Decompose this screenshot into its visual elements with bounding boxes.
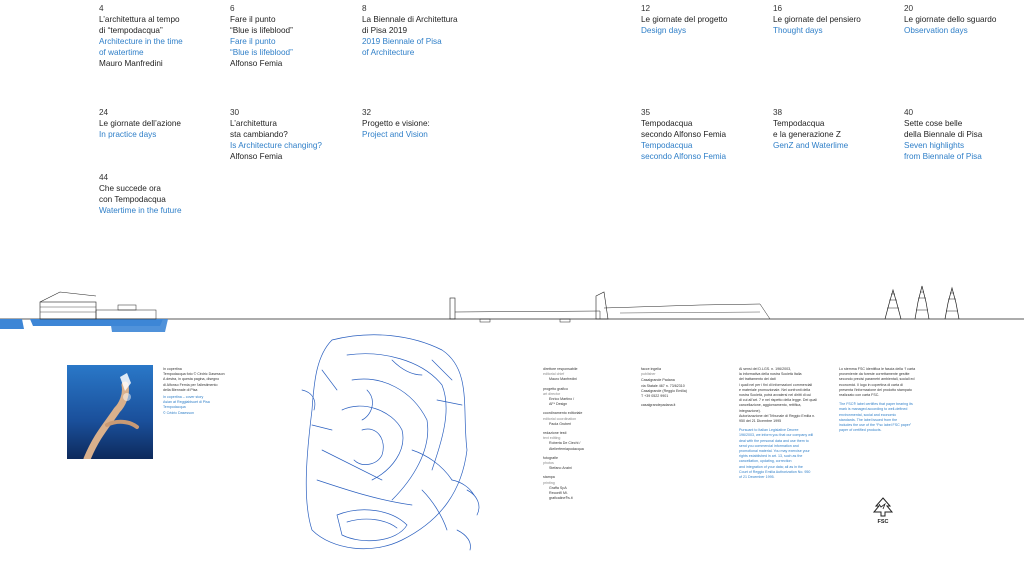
caption-line: della Biennale di Pisa [163, 387, 198, 392]
legal-line: 950 del 21 Dicembre 1995 [739, 419, 782, 424]
credit-role-en: printing [543, 480, 555, 485]
credit-name: AF* Design [549, 402, 568, 407]
toc-item[interactable] [773, 3, 898, 36]
toc-page-number: 20 [904, 4, 914, 13]
toc-author: Alfonso Femia [230, 59, 283, 68]
credit-name: graficaline®s.it [549, 496, 573, 501]
legal-line: la informativa della nostra Società Italia [739, 372, 802, 377]
fsc-notice [839, 367, 931, 433]
fsc-line-en: paper of certified products. [839, 428, 882, 433]
publisher-line: Casalgrande (Reggio Emilia) [641, 388, 687, 393]
toc-title-it: Tempodacqua [773, 119, 825, 128]
toc-item[interactable] [99, 172, 224, 216]
legal-line: nostra Società, potrà avvalersi nel diritti di cui [739, 393, 812, 398]
toc-title-it: Tempodacqua [641, 119, 693, 128]
credit-role: stampa [543, 475, 555, 480]
toc-title-it: della Biennale di Pisa [904, 130, 983, 139]
toc-title-en: Watertime in the future [99, 206, 182, 215]
toc-title-it: di Pisa 2019 [362, 26, 408, 35]
skyline-section-drawing [0, 278, 1024, 338]
legal-line: Autorizzazione del Tribunale di Reggio Emilia n. [739, 413, 816, 418]
fsc-label: FSC [877, 519, 889, 524]
toc-author: Mauro Manfredini [99, 59, 163, 68]
fsc-line-en: mark is managed according to well-defined [839, 407, 908, 412]
toc-title-it: La Biennale di Architettura [362, 15, 458, 24]
toc-title-en: Seven highlights [904, 141, 965, 150]
toc-title-en: “Blue is lifeblood” [230, 48, 293, 57]
toc-item[interactable] [641, 107, 766, 162]
toc-title-en: secondo Alfonso Femia [641, 152, 727, 161]
credit-name: Stefano Anzini [549, 466, 572, 471]
fsc-line: economici. Il logo in copertina di carta di [839, 382, 903, 387]
credit-role: redazione testi [543, 431, 567, 436]
credit-block [543, 367, 623, 383]
legal-line: i quali nel per i fini di informazioni commerciali [739, 382, 813, 387]
legal-line-en: of 21 December 1995. [739, 475, 775, 480]
credit-role-en: text editing [543, 436, 561, 441]
caption-line: A destra, in questa pagina, disegno [163, 377, 220, 382]
toc-title-en: Observation days [904, 26, 968, 35]
fsc-logo-icon [870, 496, 896, 524]
credit-name: Enrico Martino / [549, 397, 575, 402]
toc-page-number: 4 [99, 4, 104, 13]
legal-line-en: Court of Reggio Emilia Authorization No. 950 [739, 469, 811, 474]
toc-title-en: 2019 Biennale of Pisa [362, 37, 442, 46]
toc-title-en: In practice days [99, 130, 157, 139]
toc-title-it: Le giornate dell’azione [99, 119, 181, 128]
caption-line: di Alfonso Femia per l’allestimento [163, 382, 218, 387]
toc-title-en: of Architecture [362, 48, 415, 57]
fsc-line: proveniente da foreste correttamente gestite [839, 372, 910, 377]
toc-author: Alfonso Femia [230, 152, 283, 161]
legal-line: del trattamento dei dati [739, 377, 776, 382]
toc-item[interactable] [230, 107, 355, 162]
toc-item[interactable] [904, 107, 1024, 162]
fsc-line-en: includes the use of the “Fsc label FSC paper” [839, 423, 912, 428]
toc-page-number: 40 [904, 108, 914, 117]
credit-role: direttore responsabile [543, 367, 578, 371]
toc-page-number: 38 [773, 108, 783, 117]
toc-title-en: Fare il punto [230, 37, 276, 46]
toc-title-it: L’architettura al tempo [99, 15, 180, 24]
credit-block [543, 387, 623, 408]
publisher-column: facce ingelia publisher Casalgrande Padana via Statale 467 n. 73/62310 Casalgrande (Reggio Emilia) T +39 0522 9901 casalgrandepadana.it [641, 367, 721, 408]
toc-page-number: 24 [99, 108, 109, 117]
legal-line: di cui all’art. 7 e nel rispetto della legge. Dei quali [739, 398, 817, 403]
credits-column [543, 367, 623, 505]
credit-role-en: editorial coordination [543, 416, 577, 421]
credit-role: fotografie [543, 455, 558, 460]
toc-title-it: Le giornate dello sguardo [904, 15, 997, 24]
caption-line: In copertina [163, 367, 182, 371]
fsc-line: secondo precisi parametri ambientali, sociali ed [839, 377, 915, 382]
toc-title-it: con Tempodacqua [99, 195, 166, 204]
credit-name: Paola Gruberi [549, 421, 572, 426]
fsc-line: Lo stemma FSC identifica le fascia della ‘l’ carta [839, 367, 916, 371]
cover-caption [163, 367, 253, 416]
toc-page-number: 8 [362, 4, 367, 13]
credit-role-en: photos [543, 461, 554, 466]
credit-role-en: editorial chief [543, 372, 565, 377]
caption-line-en: Tempodacqua [163, 405, 186, 410]
toc-title-en: from Biennale of Pisa [904, 152, 982, 161]
toc-item[interactable] [362, 107, 487, 140]
toc-title-it: Fare il punto [230, 15, 276, 24]
legal-line-en: send you commercial information and [739, 443, 799, 448]
credit-block [543, 411, 623, 427]
toc-title-it: sta cambiando? [230, 130, 288, 139]
credit-role: coordinamento editoriale [543, 411, 583, 416]
toc-title-en: Thought days [773, 26, 823, 35]
legal-line-en: and integration of your data; all as in the [739, 464, 803, 469]
legal-line-en: Pursuant to Italian Legislative Decree [739, 428, 799, 433]
fsc-line-en: environmental, social and economic [839, 412, 897, 417]
toc-page-number: 16 [773, 4, 783, 13]
toc-title-it: e la generazione Z [773, 130, 841, 139]
publisher-line: Casalgrande Padana [641, 378, 675, 383]
toc-title-en: Architecture in the time [99, 37, 183, 46]
legal-line: integrazione). [739, 408, 761, 413]
credit-name: Atelierfemiapodacqua [549, 446, 584, 451]
toc-page-number: 6 [230, 4, 235, 13]
credit-role-en: art director [543, 391, 561, 396]
toc-item[interactable] [641, 3, 766, 36]
toc-page-number: 35 [641, 108, 651, 117]
cover-photo [67, 365, 153, 459]
toc-title-it: “Blue is lifeblood” [230, 26, 293, 35]
toc-title-it: Progetto e visione: [362, 119, 430, 128]
fsc-line-en: The FSC® label certifies that paper bearing its [839, 402, 913, 407]
credit-name: Mauro Manfredini [549, 377, 577, 382]
toc-title-en: Design days [641, 26, 687, 35]
fsc-line: realizzato con carta FSC. [839, 393, 880, 398]
legal-notice [739, 367, 831, 480]
legal-line-en: cancellation, updating, correction [739, 459, 792, 464]
publisher-line: T +39 0522 9901 [641, 394, 669, 399]
toc-title-it: Le giornate del pensiero [773, 15, 861, 24]
architect-sketch [292, 330, 492, 560]
fsc-line-en: standards. The label issued from the [839, 417, 898, 422]
toc-item[interactable] [230, 3, 355, 69]
toc-title-en: Is Architecture changing? [230, 141, 322, 150]
caption-line: Tempodacqua foto © Cédric Dasesson [163, 372, 225, 377]
toc-title-en: of watertime [99, 48, 144, 57]
toc-title-en: GenZ and Waterlime [773, 141, 849, 150]
caption-line-en: In copertina – cover story [163, 395, 204, 400]
legal-line: cancellazione, aggiornamento, rettifica, [739, 403, 802, 408]
legal-line-en: rights established in art. 13, such as the [739, 454, 803, 459]
credit-block [543, 475, 623, 501]
toc-item[interactable] [904, 3, 1024, 36]
toc-item[interactable] [362, 3, 487, 58]
legal-line: Ai sensi del D.LGS. n. 196/2003, [739, 367, 792, 371]
toc-title-en: Tempodacqua [641, 141, 693, 150]
toc-page-number: 12 [641, 4, 651, 13]
caption-line-en: © Cédric Dasesson [163, 410, 195, 415]
toc-title-it: Sette cose belle [904, 119, 963, 128]
toc-item[interactable] [773, 107, 898, 151]
toc-page-number: 30 [230, 108, 240, 117]
toc-title-it: secondo Alfonso Femia [641, 130, 727, 139]
legal-line: e materiale promozionale. Nei confronti della [739, 387, 811, 392]
toc-title-it: Che succede ora [99, 184, 161, 193]
fsc-line: presenta l’informazione del prodotto stampato [839, 387, 912, 392]
credit-name: Graffa SpA [549, 485, 567, 490]
toc-title-en: Project and Vision [362, 130, 428, 139]
credit-block [543, 431, 623, 452]
toc-page-number: 32 [362, 108, 372, 117]
publisher-line: via Statale 467 n. 73/62310 [641, 383, 685, 388]
toc-title-it: L’architettura [230, 119, 277, 128]
toc-item[interactable] [99, 3, 224, 69]
toc-title-it: Le giornate del progetto [641, 15, 728, 24]
credit-name: Reconfil Mi. [549, 491, 568, 496]
legal-line-en: promotional material. You may exercise your [739, 449, 810, 454]
toc-page-number: 44 [99, 173, 109, 182]
legal-line-en: deal with the personal data and use them to [739, 438, 809, 443]
legal-line-en: 196/2003, we inform you that our company will [739, 433, 814, 438]
caption-line-en: Asian at Reggiablsuet di Pisa [163, 400, 210, 405]
toc-item[interactable] [99, 107, 224, 140]
credit-name: Roberta De Ciechi / [549, 441, 581, 446]
credit-role: progetto grafico [543, 386, 568, 391]
credit-block [543, 456, 623, 472]
toc-title-it: di “tempodacqua” [99, 26, 163, 35]
